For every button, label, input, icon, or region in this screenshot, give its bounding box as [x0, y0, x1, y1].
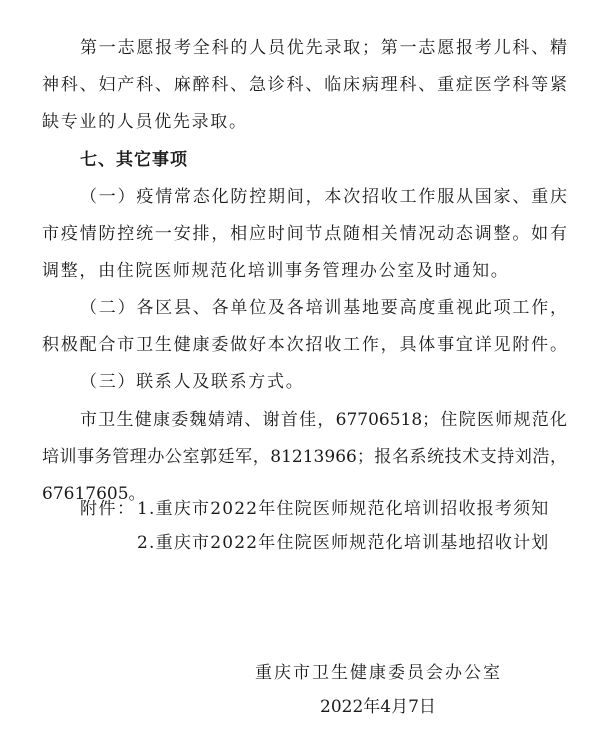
- paragraph-line: 调整，由住院医师规范化培训事务管理办公室及时通知。: [42, 261, 510, 281]
- paragraph-line: （三）联系人及联系方式。: [80, 372, 305, 392]
- contact-line: 67617605。: [42, 484, 146, 504]
- paragraph-line: （一）疫情常态化防控期间，本次招收工作服从国家、重庆: [80, 187, 567, 207]
- issue-date: 2022年4月7日: [320, 697, 436, 717]
- paragraph-line: （二）各区县、各单位及各培训基地要高度重视此项工作，: [80, 298, 567, 318]
- paragraph-line: 市疫情防控统一安排，相应时间节点随相关情况动态调整。如有: [42, 224, 567, 244]
- paragraph-line: 第一志愿报考全科的人员优先录取；第一志愿报考儿科、精: [80, 38, 567, 58]
- attachment-item: 2.重庆市2022年住院医师规范化培训基地招收计划: [137, 533, 550, 553]
- paragraph-line: 积极配合市卫生健康委做好本次招收工作，具体事宜详见附件。: [42, 335, 567, 355]
- attachment-item: 1.重庆市2022年住院医师规范化培训招收报考须知: [137, 499, 550, 519]
- paragraph-line: 缺专业的人员优先录取。: [42, 112, 248, 132]
- issuer-signature: 重庆市卫生健康委员会办公室: [255, 663, 502, 683]
- contact-line: 市卫生健康委魏婧靖、谢首佳，67706518；住院医师规范化: [80, 410, 567, 430]
- section-heading: 七、其它事项: [80, 150, 188, 170]
- attachments-label: 附件：: [80, 499, 136, 519]
- paragraph-line: 神科、妇产科、麻醉科、急诊科、临床病理科、重症医学科等紧: [42, 75, 567, 95]
- contact-line: 培训事务管理办公室郭廷军，81213966；报名系统技术支持刘浩，: [42, 447, 567, 467]
